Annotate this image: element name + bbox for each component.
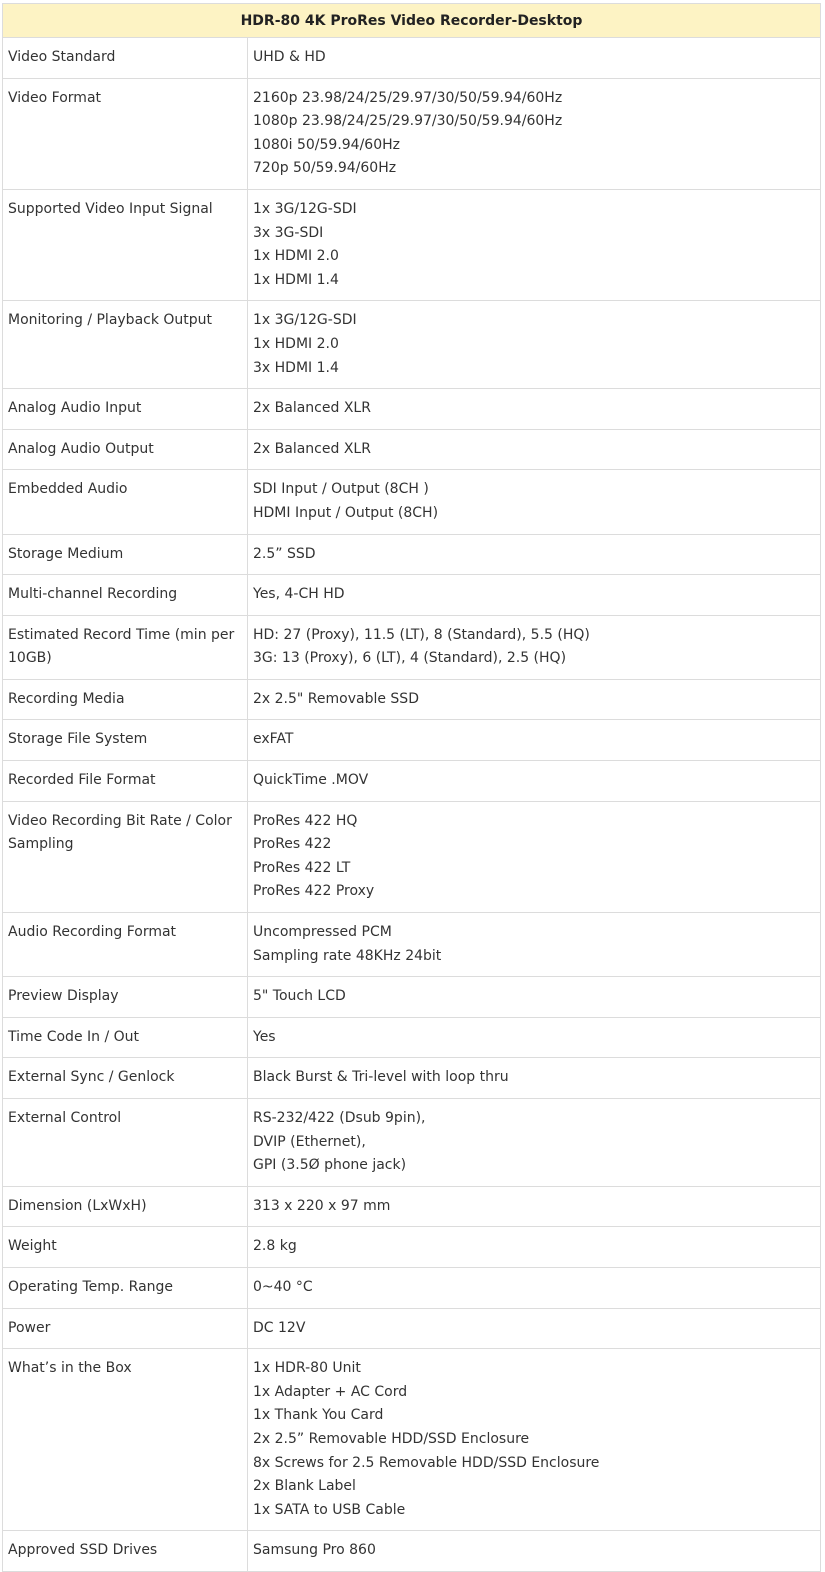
table-row [3,1099,821,1187]
table-title: HDR-80 4K ProRes Video Recorder-Desktop [3,4,821,38]
spec-value: 2.5” SSD [248,534,821,575]
spec-value: exFAT [248,720,821,761]
spec-label: Weight [3,1227,248,1268]
spec-label: Embedded Audio [3,470,248,534]
table-row [3,913,821,977]
spec-value: UHD & HD [248,38,821,79]
spec-label: Storage Medium [3,534,248,575]
table-row [3,1349,821,1531]
table-row [3,189,821,300]
table-row [3,470,821,534]
spec-label: Video Format [3,78,248,189]
spec-value: Yes, 4-CH HD [248,575,821,616]
spec-value: Black Burst & Tri-level with loop thru [248,1058,821,1099]
spec-label: Dimension (LxWxH) [3,1186,248,1227]
spec-label: Preview Display [3,977,248,1018]
table-row [3,575,821,616]
table-row [3,761,821,802]
spec-label: Audio Recording Format [3,913,248,977]
spec-value: 2.8 kg [248,1227,821,1268]
spec-label: Analog Audio Output [3,429,248,470]
table-row [3,1531,821,1572]
table-row [3,615,821,679]
spec-value: Uncompressed PCM Sampling rate 48KHz 24bit [248,913,821,977]
spec-label: Video Recording Bit Rate / Color Sampling [3,801,248,912]
spec-value: Yes [248,1017,821,1058]
spec-value: 5" Touch LCD [248,977,821,1018]
spec-value: 1x HDR-80 Unit 1x Adapter + AC Cord 1x Thank You Card 2x 2.5” Removable HDD/SSD Enclosure 8x Screws for 2.5 Removable HDD/SSD Enclosure 2x Blank Label 1x SATA to USB Cable [248,1349,821,1531]
spec-value: QuickTime .MOV [248,761,821,802]
spec-label: External Sync / Genlock [3,1058,248,1099]
table-header-row [3,4,821,38]
table-row [3,38,821,79]
table-row [3,1267,821,1308]
spec-table-body [3,38,821,1572]
table-row [3,977,821,1018]
spec-value: ProRes 422 HQ ProRes 422 ProRes 422 LT ProRes 422 Proxy [248,801,821,912]
table-row [3,389,821,430]
table-row [3,534,821,575]
spec-value: SDI Input / Output (8CH ) HDMI Input / Output (8CH) [248,470,821,534]
spec-value: 2x Balanced XLR [248,389,821,430]
spec-label: Approved SSD Drives [3,1531,248,1572]
table-row [3,1058,821,1099]
spec-label: Analog Audio Input [3,389,248,430]
spec-label: Power [3,1308,248,1349]
table-row [3,301,821,389]
spec-value: 2x 2.5" Removable SSD [248,679,821,720]
table-row [3,801,821,912]
table-row [3,1308,821,1349]
table-row [3,78,821,189]
spec-label: Operating Temp. Range [3,1267,248,1308]
spec-value: HD: 27 (Proxy), 11.5 (LT), 8 (Standard), 5.5 (HQ) 3G: 13 (Proxy), 6 (LT), 4 (Standard), 2.5 (HQ) [248,615,821,679]
spec-label: Supported Video Input Signal [3,189,248,300]
spec-label: Multi-channel Recording [3,575,248,616]
spec-value: 2160p 23.98/24/25/29.97/30/50/59.94/60Hz 1080p 23.98/24/25/29.97/30/50/59.94/60Hz 1080i 50/59.94/60Hz 720p 50/59.94/60Hz [248,78,821,189]
spec-value: Samsung Pro 860 [248,1531,821,1572]
spec-value: 313 x 220 x 97 mm [248,1186,821,1227]
spec-value: 0~40 °C [248,1267,821,1308]
spec-label: Estimated Record Time (min per 10GB) [3,615,248,679]
spec-label: Recorded File Format [3,761,248,802]
spec-value: 1x 3G/12G-SDI 3x 3G-SDI 1x HDMI 2.0 1x HDMI 1.4 [248,189,821,300]
table-row [3,1227,821,1268]
table-row [3,1186,821,1227]
spec-label: Recording Media [3,679,248,720]
spec-label: What’s in the Box [3,1349,248,1531]
table-row [3,720,821,761]
spec-value: DC 12V [248,1308,821,1349]
table-row [3,1017,821,1058]
spec-label: Video Standard [3,38,248,79]
table-row [3,679,821,720]
spec-value: RS-232/422 (Dsub 9pin), DVIP (Ethernet), GPI (3.5Ø phone jack) [248,1099,821,1187]
spec-value: 1x 3G/12G-SDI 1x HDMI 2.0 3x HDMI 1.4 [248,301,821,389]
table-row [3,429,821,470]
spec-value: 2x Balanced XLR [248,429,821,470]
spec-label: Storage File System [3,720,248,761]
spec-label: Monitoring / Playback Output [3,301,248,389]
spec-label: External Control [3,1099,248,1187]
spec-label: Time Code In / Out [3,1017,248,1058]
spec-table [2,3,821,1572]
